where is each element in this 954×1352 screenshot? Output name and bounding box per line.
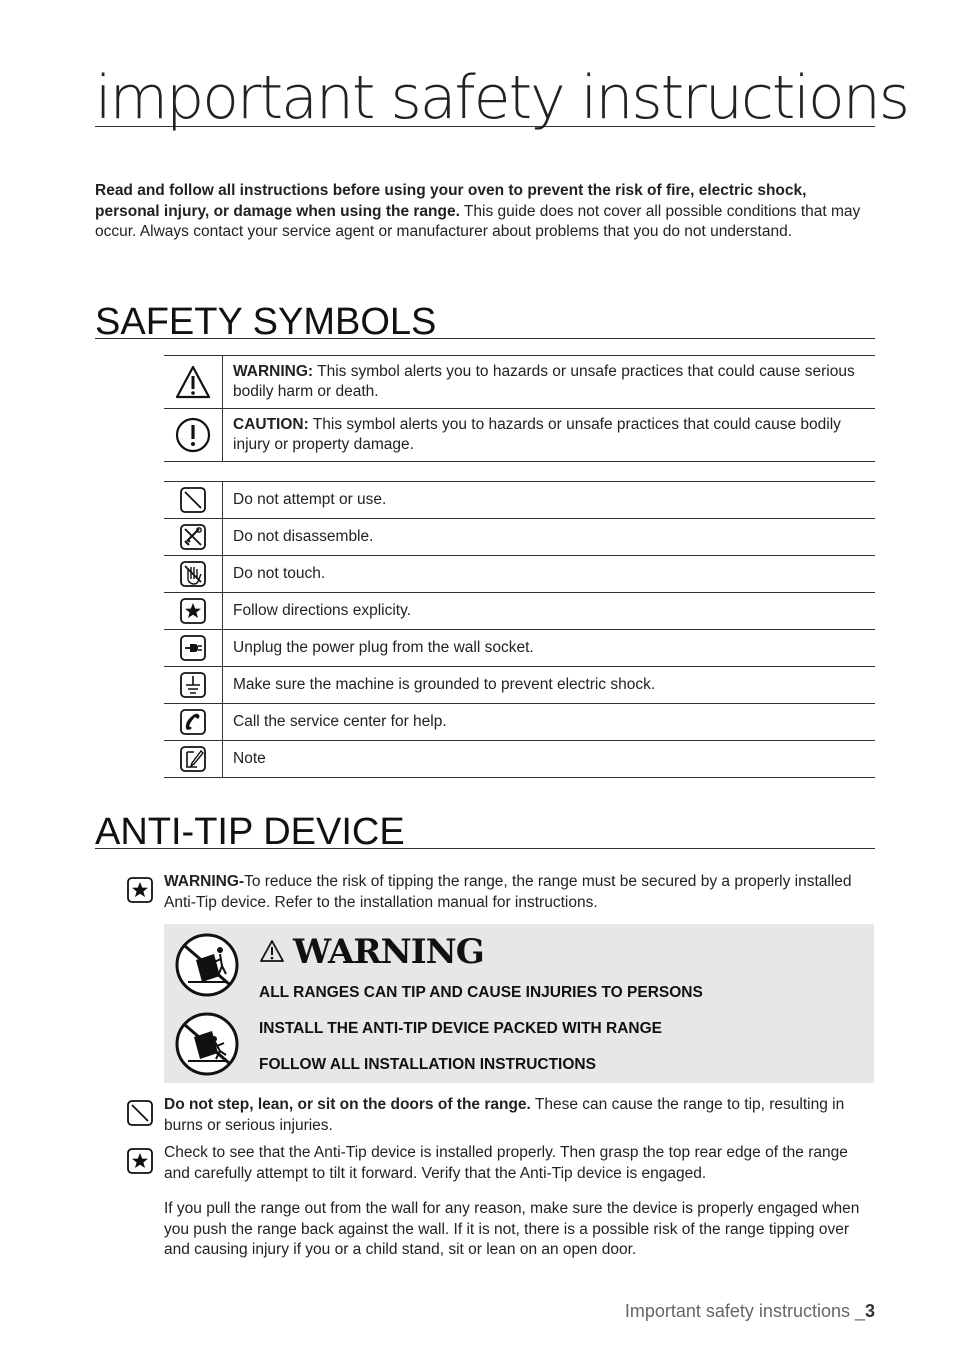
intro-text: This guide does not cover all possible conditions that may occur. Always contact your service agent or manufacturer about problems that you do not understand. (95, 202, 861, 240)
no-disassemble-icon (179, 523, 207, 551)
minor-symbols-table (164, 481, 875, 778)
intro-bold: Read and follow all instructions before using your oven to prevent the risk of fire, electric shock, personal injury, or damage when using the range. (95, 182, 807, 220)
prohibited-icon (126, 1099, 154, 1127)
caution-exclamation-icon (175, 417, 211, 453)
warning-line: INSTALL THE ANTI-TIP DEVICE PACKED WITH RANGE (259, 1020, 663, 1037)
symbol-row (164, 667, 875, 704)
tipping-range-icon (174, 1011, 240, 1077)
symbol-row (164, 519, 875, 556)
warning-triangle-icon (259, 939, 285, 963)
intro-paragraph (95, 181, 875, 243)
symbol-text: Make sure the machine is grounded to prevent electric shock. (223, 667, 876, 704)
safety-symbols-heading: SAFETY SYMBOLS (95, 302, 875, 339)
warning-label: WARNING: (233, 363, 314, 380)
caution-label: CAUTION: (233, 416, 309, 433)
tip-warning-box (164, 924, 874, 1083)
symbol-row (164, 593, 875, 630)
symbol-row (164, 704, 875, 741)
warning-description: This symbol alerts you to hazards or unsafe practices that could cause serious bodily harm or death. (233, 363, 855, 400)
symbol-text: Do not touch. (223, 556, 876, 593)
phone-icon (179, 708, 207, 736)
ground-icon (179, 671, 207, 699)
warning-line: ALL RANGES CAN TIP AND CAUSE INJURIES TO PERSONS (259, 984, 703, 1001)
warning-heading-text: WARNING (293, 932, 484, 972)
star-follow-icon (126, 876, 154, 904)
tipping-range-icon (174, 932, 240, 998)
warning-line: FOLLOW ALL INSTALLATION INSTRUCTIONS (259, 1056, 596, 1073)
no-step-bold: Do not step, lean, or sit on the doors of the range. (164, 1096, 531, 1113)
note-icon (179, 745, 207, 773)
symbol-text: Do not attempt or use. (223, 482, 876, 519)
symbol-row (164, 556, 875, 593)
no-touch-icon (179, 560, 207, 588)
symbol-text: Do not disassemble. (223, 519, 876, 556)
pull-text: If you pull the range out from the wall for any reason, make sure the device is properly engaged when you push the range back against the wall. If it is not, there is a possible risk of the range tipping over and causing injury if you or a child stand, sit or lean on an open door. (164, 1200, 860, 1258)
check-anti-tip-note (126, 1143, 876, 1261)
page-footer (625, 1301, 875, 1322)
page-number: 3 (864, 1301, 875, 1321)
star-follow-icon (179, 597, 207, 625)
unplug-icon (179, 634, 207, 662)
symbol-row (164, 741, 875, 778)
anti-tip-heading: ANTI-TIP DEVICE (95, 812, 875, 849)
anti-tip-warning-label: WARNING- (164, 873, 245, 890)
symbol-text: Call the service center for help. (223, 704, 876, 741)
symbol-row-caution (164, 409, 875, 462)
no-step-text: These can cause the range to tip, resulting in burns or serious injuries. (164, 1096, 845, 1134)
symbol-row-warning (164, 356, 875, 409)
symbol-text: Note (223, 741, 876, 778)
anti-tip-warning-text: To reduce the risk of tipping the range, the range must be secured by a properly installed Anti-Tip device. Refer to the installation manual for instructions. (164, 873, 852, 911)
footer-label: Important safety instructions _ (624, 1301, 865, 1321)
major-symbols-table (164, 355, 875, 462)
symbol-row (164, 630, 875, 667)
warning-heading (259, 932, 484, 972)
caution-description: This symbol alerts you to hazards or unsafe practices that could cause bodily injury or property damage. (233, 416, 841, 453)
anti-tip-warning-note (126, 872, 876, 913)
check-text: Check to see that the Anti-Tip device is installed properly. Then grasp the top rear edge of the range and carefully attempt to tilt it forward. Verify that the Anti-Tip device is engaged. (164, 1144, 848, 1182)
star-follow-icon (126, 1147, 154, 1175)
prohibited-icon (179, 486, 207, 514)
page-title: important safety instructions (95, 63, 909, 133)
symbol-text: Follow directions explicity. (223, 593, 876, 630)
warning-triangle-icon (175, 365, 211, 399)
symbol-row (164, 482, 875, 519)
no-step-note (126, 1095, 876, 1136)
symbol-text: Unplug the power plug from the wall socket. (223, 630, 876, 667)
